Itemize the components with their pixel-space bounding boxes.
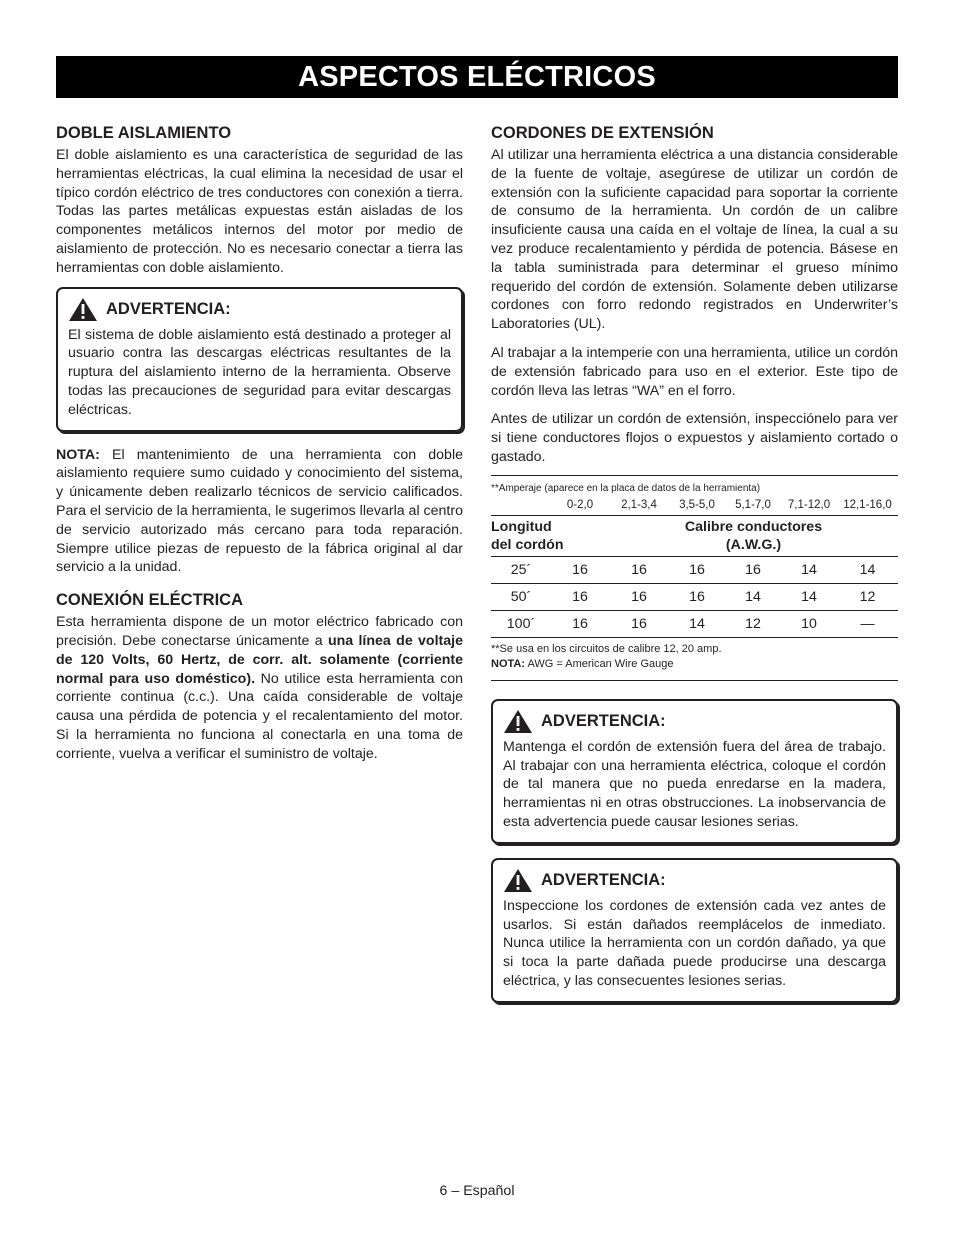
extension-cord-table — [491, 475, 898, 681]
table-row: 50´ 16 16 16 14 14 12 — [491, 583, 898, 610]
cordones-p3: Antes de utilizar un cordón de extensión, inspecciónelo para ver si tiene conductores flojos o expuestos y aislamiento cortado o gastado. — [491, 411, 898, 465]
right-column — [491, 122, 898, 1003]
nota-text: El mantenimiento de una herramienta con doble aislamiento requiere sumo cuidado y conocimiento del sistema, y únicamente deben realizarlo técnicos de servicio calificados. Para el servicio de la herramienta, le sugerimos llevarla al centro de servicio autorizado más cercano para toda reparación. Siempre utilice piezas de repuesto de la fábrica original al dar servicio a la unidad. — [56, 446, 463, 576]
footnote-awg: NOTA: AWG = American Wire Gauge — [491, 657, 674, 670]
title-bar — [56, 56, 898, 98]
left-column — [56, 122, 463, 764]
warning-box-cord-area — [491, 699, 898, 844]
amp-range: 0-2,0 — [566, 498, 594, 511]
warning-text: Inspeccione los cordones de extensión cada vez antes de usarlos. Si están dañados reemplácelos de inmediato. Nunca utilice la herramienta con un cordón dañado, ya que si toca la parte dañada puede producirse una descarga eléctrica, y las consecuentes lesiones serias. — [503, 897, 886, 989]
warning-header — [68, 297, 451, 322]
amp-range: 5,1-7,0 — [735, 498, 771, 511]
table-row: 25´ 16 16 16 16 14 14 — [491, 556, 898, 583]
warning-box-cord-inspect — [491, 858, 898, 1003]
cordones-heading: CORDONES DE EXTENSIÓN — [491, 124, 714, 142]
warning-text: Mantenga el cordón de extensión fuera del área de trabajo. Al trabajar con una herramienta eléctrica, coloque el cordón de tal manera que no pueda enredarse en la madera, herramientas ni en otras obstrucciones. La inobservancia de esta advertencia puede causar lesiones serias. — [503, 738, 886, 830]
conexion-electrica-heading: CONEXIÓN ELÉCTRICA — [56, 591, 244, 610]
warning-box-doble — [56, 287, 463, 432]
page-number: 6 – Español — [439, 1183, 515, 1199]
amp-range: 12,1-16,0 — [843, 498, 892, 511]
warning-title: ADVERTENCIA: — [106, 299, 231, 318]
amp-note: **Amperaje (aparece en la placa de datos de la herramienta) — [491, 482, 761, 494]
doble-aislamiento-heading: DOBLE AISLAMIENTO — [56, 124, 232, 142]
amp-range: 3,5-5,0 — [679, 498, 715, 511]
amp-ranges-row — [491, 495, 898, 516]
warning-title: ADVERTENCIA: — [541, 711, 666, 730]
warning-text: El sistema de doble aislamiento está destinado a proteger al usuario contra las descargas eléctricas resultantes de la ruptura del aislamiento interno de la herramienta. Observe todas las precauciones de seguridad para evitar descargas eléctricas. — [68, 326, 451, 418]
cordones-p1: Al utilizar una herramienta eléctrica a una distancia considerable de la fuente de voltaje, asegúrese de utilizar un cordón de extensión con la suficiente capacidad para soportar la corriente de consumo de la herramienta. Un cordón de un calibre insuficiente causa una caída en el voltaje de línea, la cual a su vez produce recalentamiento y pérdida de potencia. Básese en la tabla suministrada para determinar el grueso mínimo requerido del cordón de extensión. Solamente deben utilizarse cordones con forro redondo registrados en Underwriter’s Laboratories (UL). — [491, 147, 898, 333]
table-header-row — [491, 515, 898, 556]
table-row: 100´ 16 16 14 12 10 — — [491, 610, 898, 637]
nota-paragraph — [56, 446, 463, 578]
conexion-text-2: No utilice esta herramienta con corriente continua (c.c.). Una caída considerable de voltaje causa una pérdida de potencia y el recalentamiento del motor. Si la herramienta no funciona al conectarla en una toma de corriente, vuelva a verificar el suministro de voltaje. — [56, 670, 463, 762]
amp-range: 2,1-3,4 — [621, 498, 657, 511]
page-title: ASPECTOS ELÉCTRICOS — [298, 61, 656, 93]
warning-title: ADVERTENCIA: — [541, 870, 666, 889]
gauge-table — [491, 495, 898, 638]
doble-aislamiento-text: El doble aislamiento es una característica de seguridad de las herramientas eléctricas, la cual elimina la necesidad de usar el típico cordón eléctrico de tres conductores con conexión a tierra. Todas las partes metálicas expuestas están aisladas de los componentes metálicos internos del motor por medio de aislamiento de protección. No es necesario conectar a tierra las herramientas con doble aislamiento. — [56, 147, 463, 276]
cordones-p2: Al trabajar a la intemperie con una herramienta, utilice un cordón de extensión fabricado para uso en el exterior. Este tipo de cordón lleva las letras “WA” en el forro. — [491, 344, 898, 399]
conexion-text-1: Esta herramienta dispone de un motor eléctrico fabricado con precisión. Debe conectarse únicamente a — [56, 614, 463, 649]
conexion-bold: una línea de voltaje de 120 Volts, 60 Hertz, de corr. alt. solamente (corriente normal para uso doméstico). — [56, 632, 463, 687]
nota-label: NOTA: — [56, 446, 100, 463]
amp-range: 7,1-12,0 — [787, 498, 831, 511]
warning-triangle-icon — [68, 297, 98, 322]
warning-triangle-icon — [503, 709, 533, 734]
gauge-header: Calibre conductores (A.W.G.) — [609, 515, 898, 556]
table-footnotes — [491, 638, 898, 681]
warning-triangle-icon — [503, 868, 533, 893]
warning-header — [503, 709, 886, 734]
length-header: Longitud del cordón — [491, 515, 609, 556]
warning-header — [503, 868, 886, 893]
footnote-circuit: **Se usa en los circuitos de calibre 12, 20 amp. — [491, 642, 722, 655]
conexion-paragraph — [56, 613, 463, 763]
